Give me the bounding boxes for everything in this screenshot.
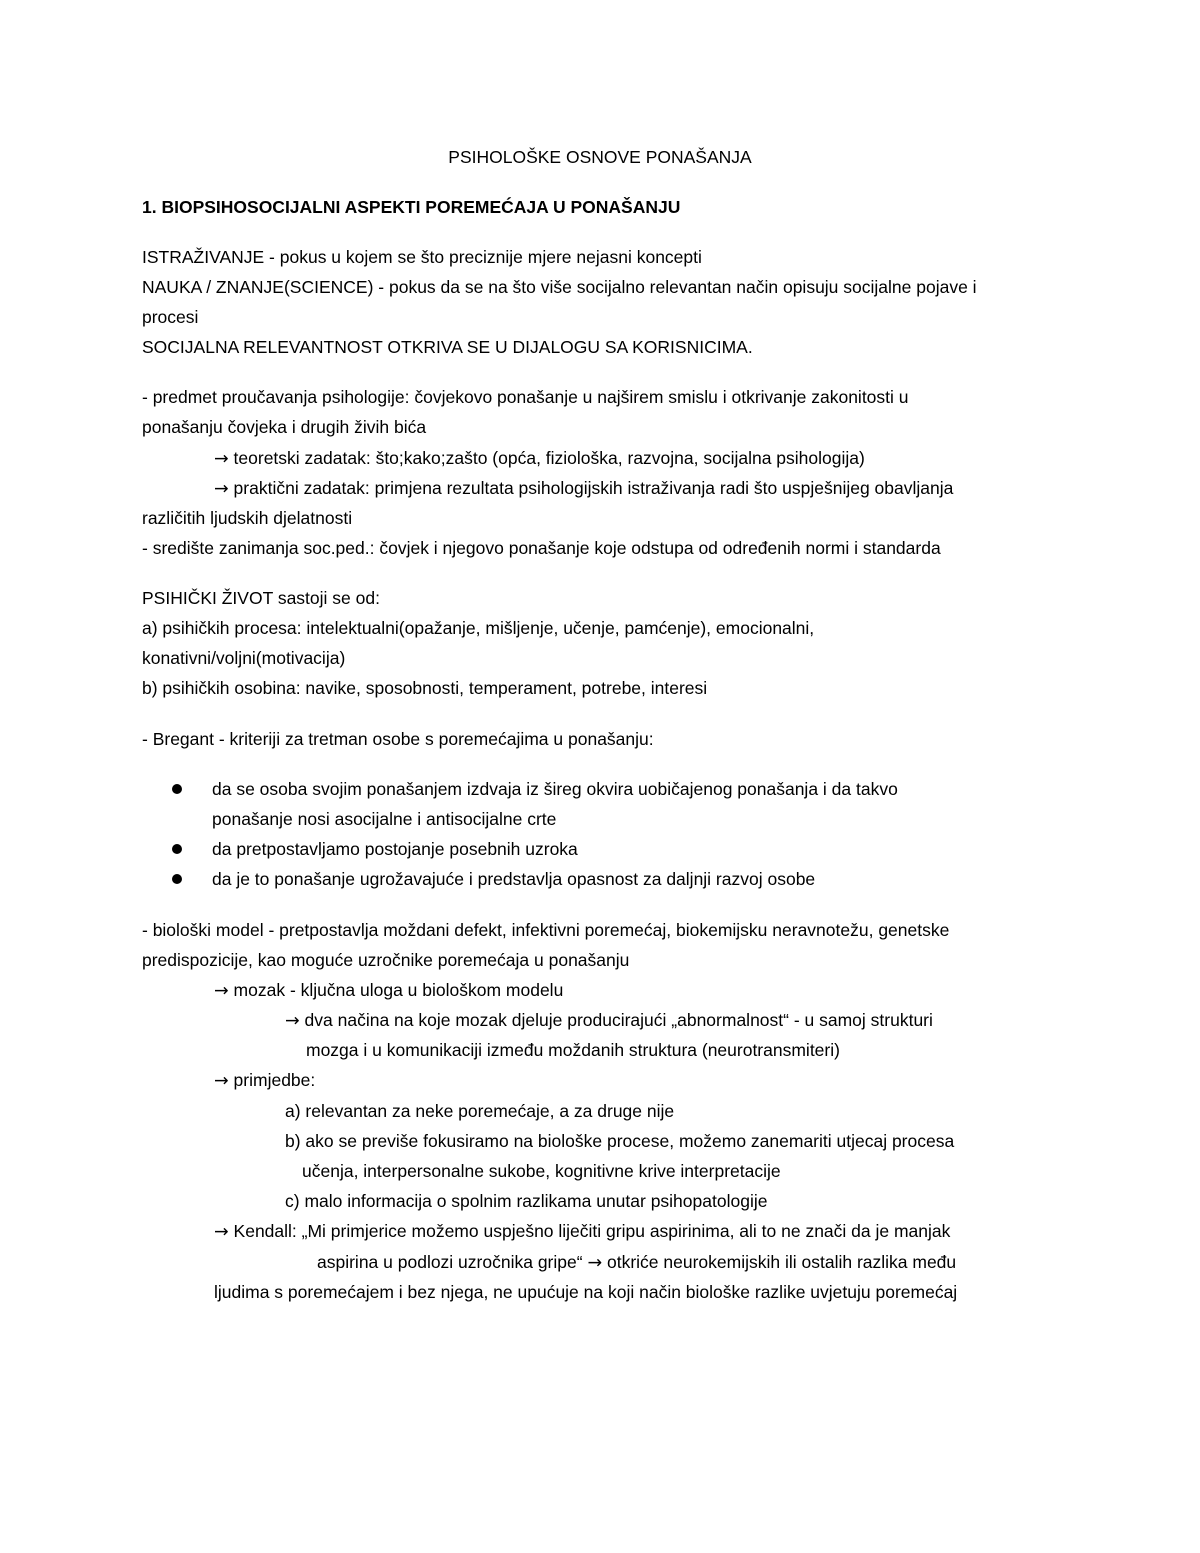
remark-line: b) ako se previše fokusiramo na biološke procese, možemo zanemariti utjecaj procesa — [285, 1131, 955, 1151]
bullet-text: da je to ponašanje ugrožavajuće i predstavlja opasnost za daljnji razvoj osobe — [212, 869, 816, 889]
arrow-item-text: primjedbe: — [233, 1070, 316, 1090]
arrow-item-continuation: mozga i u komunikaciji između moždanih struktura (neurotransmiteri) — [306, 1040, 840, 1060]
bullet-text: da se osoba svojim ponašanjem izdvaja iz šireg okvira uobičajenog ponašanja i da takvo — [212, 779, 898, 799]
remark-line: a) relevantan za neke poremećaje, a za druge nije — [285, 1101, 675, 1121]
kendall-line — [317, 1251, 956, 1274]
section-heading: 1. BIOPSIHOSOCIJALNI ASPEKTI POREMEĆAJA U PONAŠANJU — [142, 197, 681, 217]
arrow-item — [285, 1009, 933, 1032]
arrow-item-text: teoretski zadatak: što;kako;zašto (opća, fiziološka, razvojna, socijalna psihologija) — [233, 448, 865, 468]
arrow-item — [214, 1069, 315, 1092]
arrow-icon: → — [587, 1253, 603, 1273]
bullet-icon — [172, 784, 182, 794]
bullet-icon — [172, 874, 182, 884]
remark-line: c) malo informacija o spolnim razlikama unutar psihopatologije — [285, 1191, 768, 1211]
arrow-item — [214, 1220, 950, 1243]
psych-life-line: a) psihičkih procesa: intelektualni(opažanje, mišljenje, učenje, pamćenje), emocionalni, — [142, 618, 815, 638]
psych-life-line: konativni/voljni(motivacija) — [142, 648, 346, 668]
bio-line: - biološki model - pretpostavlja moždani defekt, infektivni poremećaj, biokemijsku neravnotežu, genetske — [142, 920, 950, 940]
arrow-item-text: praktični zadatak: primjena rezultata psihologijskih istraživanja radi što uspješnijeg obavljanja — [233, 478, 954, 498]
arrow-icon: → — [285, 1011, 300, 1031]
intro-line: SOCIJALNA RELEVANTNOST OTKRIVA SE U DIJALOGU SA KORISNICIMA. — [142, 337, 753, 357]
subject-line: - središte zanimanja soc.ped.: čovjek i njegovo ponašanje koje odstupa od određenih normi i standarda — [142, 538, 941, 558]
arrow-icon: → — [214, 1071, 229, 1091]
bullet-text: da pretpostavljamo postojanje posebnih uzroka — [212, 839, 578, 859]
arrow-item-continuation: različitih ljudskih djelatnosti — [142, 508, 353, 528]
arrow-icon: → — [214, 1222, 229, 1242]
arrow-item-text: dva načina na koje mozak djeluje producirajući „abnormalnost“ - u samoj strukturi — [304, 1010, 933, 1030]
arrow-icon: → — [214, 981, 229, 1001]
bullet-icon — [172, 844, 182, 854]
bregant-intro: - Bregant - kriteriji za tretman osobe s poremećajima u ponašanju: — [142, 729, 654, 749]
kendall-text: otkriće neurokemijskih ili ostalih razlika među — [606, 1252, 957, 1272]
remark-line: učenja, interpersonalne sukobe, kognitivne krive interpretacije — [302, 1161, 781, 1181]
arrow-item-text: mozak - ključna uloga u biološkom modelu — [233, 980, 564, 1000]
psych-life-line: b) psihičkih osobina: navike, sposobnosti, temperament, potrebe, interesi — [142, 678, 708, 698]
intro-line: ISTRAŽIVANJE - pokus u kojem se što preciznije mjere nejasni koncepti — [142, 247, 702, 267]
arrow-icon: → — [214, 449, 229, 469]
arrow-item-text: Kendall: „Mi primjerice možemo uspješno liječiti gripu aspirinima, ali to ne znači da je manjak — [233, 1221, 951, 1241]
psych-life-line: PSIHIČKI ŽIVOT sastoji se od: — [142, 588, 380, 608]
arrow-icon: → — [214, 479, 229, 499]
bio-line: predispozicije, kao moguće uzročnike poremećaja u ponašanju — [142, 950, 630, 970]
arrow-item — [214, 447, 865, 470]
kendall-line: ljudima s poremećajem i bez njega, ne upućuje na koji način biološke razlike uvjetuju poremećaj — [214, 1282, 958, 1302]
intro-line: procesi — [142, 307, 199, 327]
intro-line: NAUKA / ZNANJE(SCIENCE) - pokus da se na što više socijalno relevantan način opisuju socijalne pojave i — [142, 277, 977, 297]
bullet-text: ponašanje nosi asocijalne i antisocijalne crte — [212, 809, 557, 829]
arrow-item — [214, 979, 563, 1002]
kendall-text: aspirina u podlozi uzročnika gripe“ — [317, 1252, 583, 1272]
subject-line: - predmet proučavanja psihologije: čovjekovo ponašanje u najširem smislu i otkrivanje zakonitosti u — [142, 387, 909, 407]
arrow-item — [214, 477, 953, 500]
subject-line: ponašanju čovjeka i drugih živih bića — [142, 417, 427, 437]
document-title: PSIHOLOŠKE OSNOVE PONAŠANJA — [448, 147, 752, 167]
